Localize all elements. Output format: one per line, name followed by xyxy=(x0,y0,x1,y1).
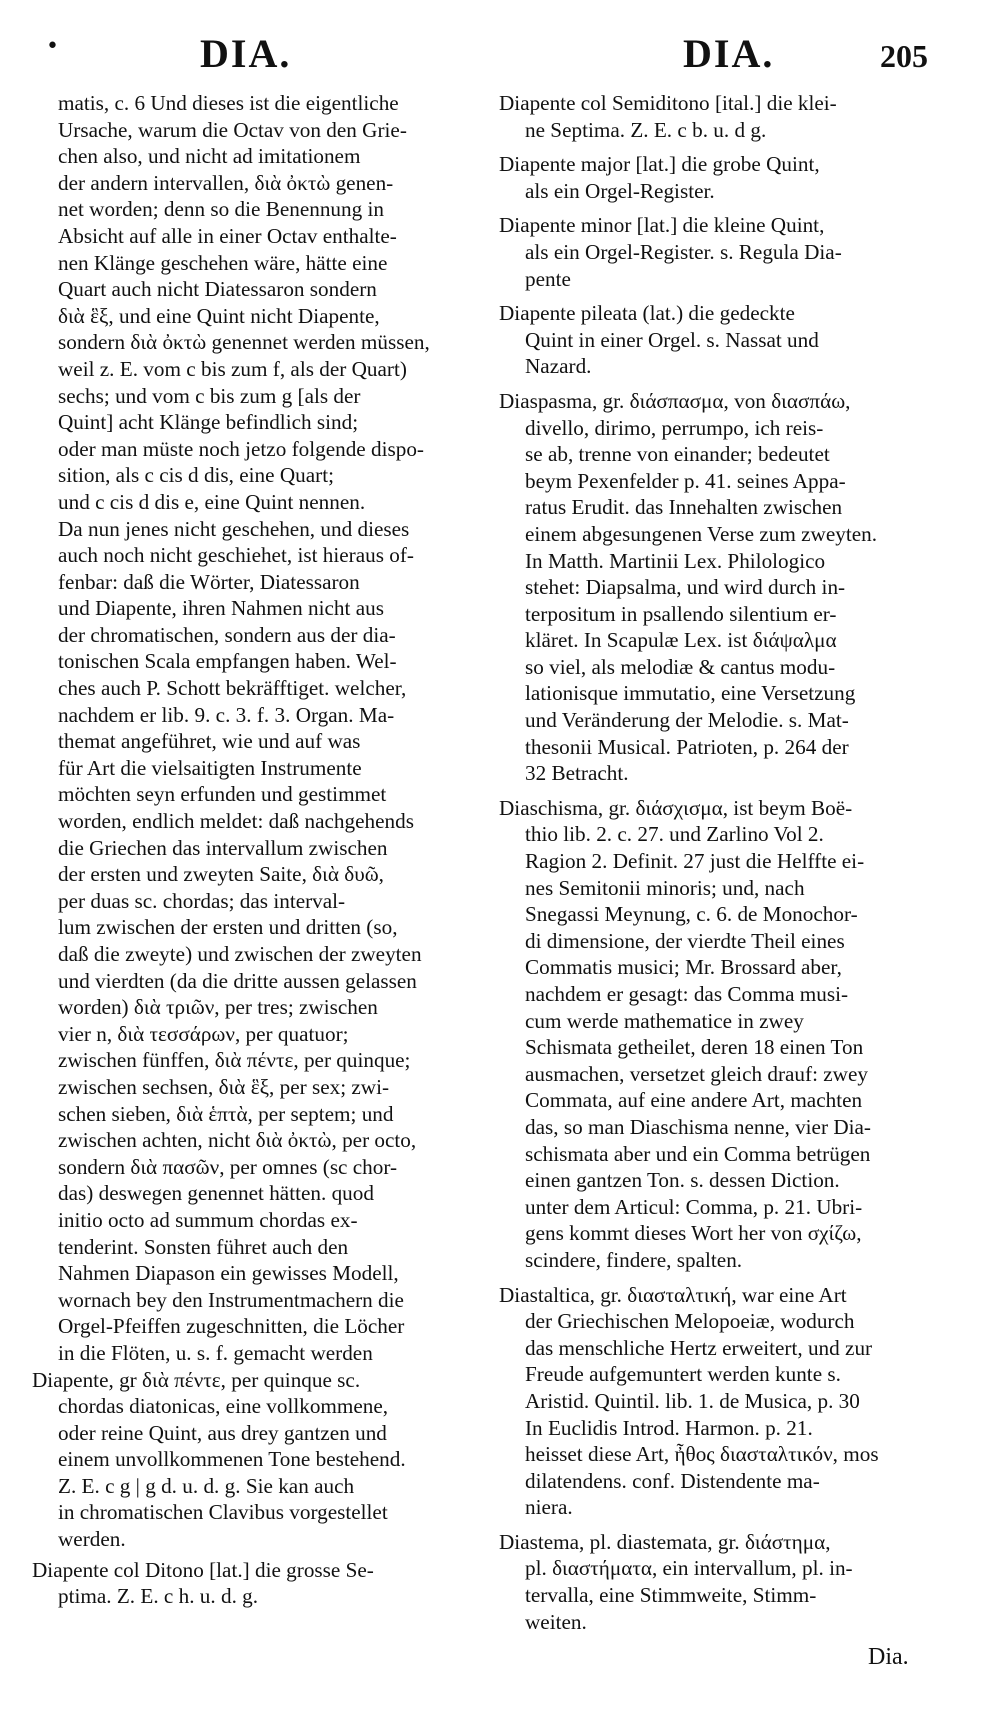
entry-headline: Diapente col Ditono [lat.] die grosse Se- xyxy=(32,1557,374,1582)
continuation-line: sondern διὰ ὀκτὼ genennet werden müssen, xyxy=(58,330,430,355)
continuation-line: lum zwischen der ersten und dritten (so, xyxy=(58,915,398,940)
continuation-line: zwischen sechsen, διὰ ἓξ, per sex; zwi- xyxy=(58,1074,390,1099)
dictionary-entry xyxy=(499,1282,934,1521)
continuation-line: zwischen fünffen, διὰ πέντε, per quinque; xyxy=(58,1048,411,1073)
entry-line: als ein Orgel-Register. xyxy=(525,178,715,203)
entry-line: Commatis musici; Mr. Brossard aber, xyxy=(525,955,842,980)
entry-line: scindere, findere, spalten. xyxy=(525,1247,743,1272)
continuation-line: worden, endlich meldet: daß nachgehends xyxy=(58,809,414,834)
continuation-line: nachdem er lib. 9. c. 3. f. 3. Organ. Ma- xyxy=(58,702,395,727)
entry-line: terpositum in psallendo silentium er- xyxy=(525,601,837,626)
entry-line: thesonii Musical. Patrioten, p. 264 der xyxy=(525,734,849,759)
continuation-line: tonischen Scala empfangen haben. Wel- xyxy=(58,649,397,674)
entry-line: ratus Erudit. das Innehalten zwischen xyxy=(525,495,843,520)
entry-headline: Diaspasma, gr. διάσπασμα, von διασπάω, xyxy=(499,388,851,413)
continuation-line: Quart auch nicht Diatessaron sondern xyxy=(58,277,377,302)
entry-line: das menschliche Hertz erweitert, und zur xyxy=(525,1335,873,1360)
continuation-line: der andern intervallen, διὰ ὀκτὼ genen- xyxy=(58,170,394,195)
entry-line: nachdem er gesagt: das Comma musi- xyxy=(525,982,849,1006)
entry-line: pl. διαστήματα, ein intervallum, pl. in- xyxy=(525,1556,853,1581)
continuation-line: sechs; und vom c bis zum g [als der xyxy=(58,383,361,408)
continuation-line: Quint] acht Klänge befindlich sind; xyxy=(58,410,359,435)
dictionary-entry xyxy=(499,795,934,1274)
continuation-line: die Griechen das intervallum zwischen xyxy=(58,835,388,860)
entry-line: oder reine Quint, aus drey gantzen und xyxy=(58,1420,387,1445)
left-column xyxy=(32,90,472,1614)
entry-line: unter dem Articul: Comma, p. 21. Ubri- xyxy=(525,1194,863,1219)
entry-line: der Griechischen Melopoeiæ, wodurch xyxy=(525,1309,855,1334)
entry-line: dilatendens. conf. Distendente ma- xyxy=(525,1468,820,1493)
continuation-line: vier n, διὰ τεσσάρων, per quatuor; xyxy=(58,1021,349,1046)
entry-line: heisset diese Art, ἦθος διασταλτικόν, mos xyxy=(525,1442,879,1467)
entry-line: Ragion 2. Definit. 27 just die Helffte ei- xyxy=(525,849,865,874)
entry-headline: Diapente pileata (lat.) die gedeckte xyxy=(499,301,795,326)
continuation-line: schen sieben, διὰ ἑπτὰ, per septem; und xyxy=(58,1101,394,1126)
entry-headline: Diastema, pl. diastemata, gr. διάστημα, xyxy=(499,1529,831,1554)
entry-line: Snegassi Meynung, c. 6. de Monochor- xyxy=(525,902,858,927)
entry-line: so viel, als melodiæ & cantus modu- xyxy=(525,654,836,679)
entry-headline: Diapente col Semiditono [ital.] die klei- xyxy=(499,91,837,115)
left-column-entries xyxy=(32,1367,472,1610)
entry-line: werden. xyxy=(58,1527,126,1552)
dictionary-entry xyxy=(32,1557,472,1610)
entry-line: thio lib. 2. c. 27. und Zarlino Vol 2. xyxy=(525,822,824,847)
entry-line: lationisque immutatio, eine Versetzung xyxy=(525,681,856,706)
continuation-line: und Diapente, ihren Nahmen nicht aus xyxy=(58,596,384,621)
continuation-line: sondern διὰ πασῶν, per omnes (sc chor- xyxy=(58,1154,398,1179)
entry-line: Quint in einer Orgel. s. Nassat und xyxy=(525,327,819,352)
page-number: 205 xyxy=(880,38,928,74)
entry-line: weiten. xyxy=(525,1609,587,1634)
continuation-line: der ersten und zweyten Saite, διὰ δυῶ, xyxy=(58,862,384,887)
entry-line: einem abgesungenen Verse zum zweyten. xyxy=(525,521,878,546)
entry-line: und Veränderung der Melodie. s. Mat- xyxy=(525,708,849,733)
entry-line: Freude aufgemuntert werden kunte s. xyxy=(525,1362,841,1387)
entry-line: in chromatischen Clavibus vorgestellet xyxy=(58,1500,388,1525)
entry-line: schismata aber und ein Comma betrügen xyxy=(525,1141,871,1166)
entry-line: ne Septima. Z. E. c b. u. d g. xyxy=(525,117,767,142)
dictionary-entry xyxy=(499,212,934,292)
continuation-line: fenbar: daß die Wörter, Diatessaron xyxy=(58,569,360,594)
dictionary-entry xyxy=(499,1529,934,1635)
entry-line: einen gantzen Ton. s. dessen Diction. xyxy=(525,1168,840,1193)
dictionary-entry xyxy=(499,388,934,787)
entry-line: das, so man Diaschisma nenne, vier Dia- xyxy=(525,1114,871,1139)
continuation-line: Orgel-Pfeiffen zugeschnitten, die Löcher xyxy=(58,1314,405,1339)
continuation-line: themat angeführet, wie und auf was xyxy=(58,729,361,754)
entry-line: niera. xyxy=(525,1495,573,1520)
continuation-line: für Art die vielsaitigten Instrumente xyxy=(58,755,362,780)
entry-line: Z. E. c g | g d. u. d. g. Sie kan auch xyxy=(58,1473,355,1498)
dictionary-entry xyxy=(499,90,934,143)
dictionary-entry xyxy=(499,300,934,380)
continuation-line: per duas sc. chordas; das interval- xyxy=(58,888,346,913)
entry-headline: Diapente minor [lat.] die kleine Quint, xyxy=(499,213,825,238)
entry-line: stehet: Diapsalma, und wird durch in- xyxy=(525,575,846,600)
continuation-line: nen Klänge geschehen wäre, hätte eine xyxy=(58,250,388,275)
entry-line: einem unvollkommenen Tone bestehend. xyxy=(58,1447,406,1472)
catchword: Dia. xyxy=(868,1644,909,1670)
continuation-line: daß die zweyte) und zwischen der zweyten xyxy=(58,942,422,966)
continuation-line: und c cis d dis e, eine Quint nennen. xyxy=(58,489,366,514)
entry-line: Aristid. Quintil. lib. 1. de Musica, p. 30 xyxy=(525,1388,860,1413)
continuation-line: in die Flöten, u. s. f. gemacht werden xyxy=(58,1340,373,1365)
continuation-line: chen also, und nicht ad imitationem xyxy=(58,144,361,169)
running-head-right: DIA. xyxy=(683,31,775,76)
continued-entry-text xyxy=(32,90,472,1367)
entry-line: cum werde mathematice in zwey xyxy=(525,1008,804,1033)
continuation-line: Da nun jenes nicht geschehen, und dieses xyxy=(58,516,410,541)
continuation-line: wornach bey den Instrumentmachern die xyxy=(58,1287,404,1312)
entry-line: divello, dirimo, perrumpo, ich reis- xyxy=(525,415,824,440)
entry-line: beym Pexenfelder p. 41. seines Appa- xyxy=(525,468,846,493)
entry-line: pente xyxy=(525,266,571,291)
entry-line: se ab, trenne von einander; bedeutet xyxy=(525,442,830,467)
dictionary-entry xyxy=(32,1367,472,1553)
entry-line: Schismata getheilet, deren 18 einen Ton xyxy=(525,1035,864,1060)
entry-line: chordas diatonicas, eine vollkommene, xyxy=(58,1394,389,1419)
right-column-entries xyxy=(499,90,934,1635)
continuation-line: und vierdten (da die dritte aussen gelassen xyxy=(58,968,417,993)
continuation-line: initio octo ad summum chordas ex- xyxy=(58,1207,358,1232)
entry-headline: Diapente major [lat.] die grobe Quint, xyxy=(499,152,820,177)
continuation-line: oder man müste noch jetzo folgende dispo- xyxy=(58,436,424,461)
continuation-line: ches auch P. Schott bekräfftiget. welcher, xyxy=(58,676,407,701)
entry-line: ausmachen, versetzet gleich drauf: zwey xyxy=(525,1061,868,1086)
entry-headline: Diaschisma, gr. διάσχισμα, ist beym Boë- xyxy=(499,795,853,820)
dictionary-entry xyxy=(499,151,934,204)
continuation-line: weil z. E. vom c bis zum f, als der Quart) xyxy=(58,356,407,381)
entry-headline: Diapente, gr διὰ πέντε, per quinque sc. xyxy=(32,1367,361,1392)
entry-line: tervalla, eine Stimmweite, Stimm- xyxy=(525,1583,817,1608)
continuation-line: Absicht auf alle in einer Octav enthalte- xyxy=(58,223,397,248)
continuation-line: auch noch nicht geschiehet, ist hieraus of- xyxy=(58,543,414,568)
continuation-line: möchten seyn erfunden und gestimmet xyxy=(58,782,387,807)
continuation-line: Nahmen Diapason ein gewisses Modell, xyxy=(58,1261,399,1286)
entry-line: als ein Orgel-Register. s. Regula Dia- xyxy=(525,239,842,264)
continuation-line: worden) διὰ τριῶν, per tres; zwischen xyxy=(58,995,378,1020)
continuation-line: matis, c. 6 Und dieses ist die eigentliche xyxy=(58,91,399,115)
entry-line: kläret. In Scapulæ Lex. ist διάψαλμα xyxy=(525,628,837,653)
entry-line: Commata, auf eine andere Art, machten xyxy=(525,1088,863,1113)
entry-line: gens kommt dieses Wort her von σχίζω, xyxy=(525,1221,862,1246)
right-column xyxy=(499,90,934,1643)
running-head-left: DIA. xyxy=(200,31,292,76)
entry-line: di dimensione, der vierdte Theil eines xyxy=(525,928,845,953)
continuation-line: διὰ ἓξ, und eine Quint nicht Diapente, xyxy=(58,303,380,328)
entry-line: In Matth. Martinii Lex. Philologico xyxy=(525,548,826,573)
continuation-line: der chromatischen, sondern aus der dia- xyxy=(58,622,396,647)
continuation-line: Ursache, warum die Octav von den Grie- xyxy=(58,117,407,142)
entry-line: 32 Betracht. xyxy=(525,761,629,786)
continuation-line: zwischen achten, nicht διὰ ὀκτὼ, per octo, xyxy=(58,1128,417,1153)
entry-line: In Euclidis Introd. Harmon. p. 21. xyxy=(525,1415,813,1440)
entry-line: ptima. Z. E. c h. u. d. g. xyxy=(58,1584,259,1609)
entry-line: Nazard. xyxy=(525,354,592,379)
entry-line: nes Semitonii minoris; und, nach xyxy=(525,875,805,900)
continuation-line: tenderint. Sonsten führet auch den xyxy=(58,1234,349,1259)
continuation-line: net worden; denn so die Benennung in xyxy=(58,197,384,222)
continuation-line: das) deswegen genennet hätten. quod xyxy=(58,1181,374,1206)
continuation-line: sition, als c cis d dis, eine Quart; xyxy=(58,463,334,488)
margin-mark: • xyxy=(46,34,59,59)
entry-headline: Diastaltica, gr. διασταλτική, war eine Art xyxy=(499,1282,847,1307)
